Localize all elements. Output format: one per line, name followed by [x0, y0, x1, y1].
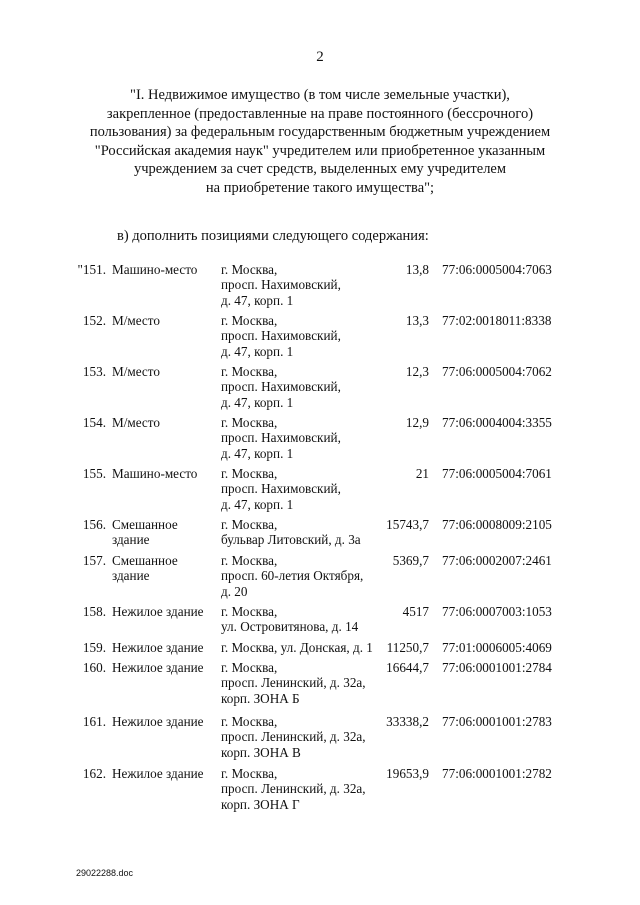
property-area: 4517: [402, 604, 429, 619]
address-line: г. Москва,: [221, 262, 278, 277]
property-address: [221, 660, 379, 706]
property-name-line: здание: [112, 532, 150, 548]
heading-line: "Российская академия наук" учредителем или приобретенное указанным: [94, 142, 546, 159]
property-name: [112, 364, 216, 379]
address-line: г. Москва,: [221, 415, 278, 430]
property-address: [221, 604, 379, 635]
row-number: 160.: [82, 660, 106, 675]
address-line: д. 47, корп. 1: [221, 445, 294, 461]
address-line: ул. Островитянова, д. 14: [221, 619, 359, 635]
document-filename: 29022288.doc: [76, 868, 134, 878]
property-name: [112, 553, 216, 584]
property-address: [221, 640, 379, 655]
property-name-line: Нежилое здание: [112, 714, 204, 729]
property-name: [112, 313, 216, 328]
address-line: г. Москва,: [221, 714, 278, 729]
property-name-line: М/место: [112, 415, 160, 430]
address-line: г. Москва,: [221, 660, 278, 675]
property-name-line: Нежилое здание: [112, 660, 204, 675]
property-name: [112, 262, 216, 277]
cadastral-number: 77:06:0001001:2784: [442, 660, 552, 675]
address-line: д. 47, корп. 1: [221, 496, 294, 512]
address-line: г. Москва,: [221, 766, 278, 781]
address-line: г. Москва,: [221, 313, 278, 328]
property-address: [221, 766, 379, 812]
page-number: 2: [316, 49, 324, 65]
property-name-line: Смешанное: [112, 517, 178, 532]
property-area: 16644,7: [386, 660, 429, 675]
address-line: г. Москва,: [221, 466, 278, 481]
row-number: 156.: [82, 517, 106, 532]
address-line: г. Москва,: [221, 553, 278, 568]
property-area: 12,3: [405, 364, 429, 379]
property-area: 5369,7: [392, 553, 429, 568]
address-line: корп. ЗОНА Б: [221, 690, 300, 706]
cadastral-number: 77:06:0008009:2105: [442, 517, 552, 532]
property-area: 15743,7: [386, 517, 429, 532]
property-name-line: здание: [112, 568, 150, 584]
property-address: [221, 466, 379, 512]
property-name-line: Нежилое здание: [112, 604, 204, 619]
address-line: просп. Нахимовский,: [221, 379, 341, 395]
heading-line: пользования) за федеральным государственным бюджетным учреждением: [89, 124, 551, 140]
address-line: просп. Нахимовский,: [221, 328, 341, 344]
section-heading: [70, 86, 570, 197]
cadastral-number: 77:06:0001001:2782: [442, 766, 552, 781]
cadastral-number: 77:06:0004004:3355: [442, 415, 552, 430]
property-address: [221, 313, 379, 359]
row-number: 158.: [82, 604, 106, 619]
property-address: [221, 517, 379, 548]
heading-line: закрепленное (предоставленные на праве постоянного (бессрочного): [106, 105, 534, 122]
row-number: 157.: [82, 553, 106, 568]
property-name: [112, 415, 216, 430]
address-line: д. 47, корп. 1: [221, 292, 294, 308]
row-number: 155.: [82, 466, 106, 481]
property-name-line: М/место: [112, 364, 160, 379]
address-line: д. 20: [221, 583, 248, 599]
address-line: г. Москва,: [221, 364, 278, 379]
property-address: [221, 714, 379, 760]
property-name: [112, 660, 216, 675]
address-line: просп. 60-летия Октября,: [221, 568, 364, 584]
property-name: [112, 640, 216, 655]
row-number: 162.: [82, 766, 106, 781]
property-area: 13,8: [405, 262, 429, 277]
property-name-line: Нежилое здание: [112, 640, 204, 655]
row-number: "151.: [77, 262, 106, 277]
cadastral-number: 77:02:0018011:8338: [442, 313, 552, 328]
property-name: [112, 466, 216, 481]
property-area: 21: [415, 466, 429, 481]
property-name-line: Нежилое здание: [112, 766, 204, 781]
property-address: [221, 415, 379, 461]
address-line: просп. Нахимовский,: [221, 481, 341, 497]
property-address: [221, 262, 379, 308]
address-line: д. 47, корп. 1: [221, 394, 294, 410]
cadastral-number: 77:06:0005004:7061: [442, 466, 552, 481]
property-name: [112, 766, 216, 781]
address-line: г. Москва,: [221, 604, 278, 619]
address-line: просп. Ленинский, д. 32а,: [221, 781, 366, 797]
property-area: 33338,2: [386, 714, 429, 729]
row-number: 161.: [82, 714, 106, 729]
property-area: 13,3: [405, 313, 429, 328]
heading-line: на приобретение такого имущества";: [205, 179, 435, 196]
row-number: 154.: [82, 415, 106, 430]
address-line: д. 47, корп. 1: [221, 343, 294, 359]
cadastral-number: 77:01:0006005:4069: [442, 640, 552, 655]
property-address: [221, 553, 379, 599]
heading-line: "I. Недвижимое имущество (в том числе земельные участки),: [130, 87, 510, 103]
cadastral-number: 77:06:0002007:2461: [442, 553, 552, 568]
address-line: бульвар Литовский, д. 3а: [221, 532, 361, 548]
address-line: просп. Нахимовский,: [221, 277, 341, 293]
address-line: г. Москва,: [221, 517, 278, 532]
row-number: 159.: [82, 640, 106, 655]
property-area: 11250,7: [386, 640, 429, 655]
property-area: 12,9: [405, 415, 429, 430]
heading-line: учреждением за счет средств, выделенных ему учредителем: [133, 161, 507, 177]
address-line: корп. ЗОНА В: [221, 744, 301, 760]
row-number: 153.: [82, 364, 106, 379]
address-line: корп. ЗОНА Г: [221, 796, 300, 812]
cadastral-number: 77:06:0001001:2783: [442, 714, 552, 729]
property-name-line: Смешанное: [112, 553, 178, 568]
address-line: г. Москва, ул. Донская, д. 1: [221, 640, 373, 655]
address-line: просп. Нахимовский,: [221, 430, 341, 446]
cadastral-number: 77:06:0007003:1053: [442, 604, 552, 619]
property-name-line: Машино-место: [112, 466, 198, 481]
property-name: [112, 714, 216, 729]
property-name: [112, 517, 216, 548]
property-area: 19653,9: [386, 766, 429, 781]
cadastral-number: 77:06:0005004:7062: [442, 364, 552, 379]
cadastral-number: 77:06:0005004:7063: [442, 262, 552, 277]
address-line: просп. Ленинский, д. 32а,: [221, 729, 366, 745]
intro-paragraph: в) дополнить позициями следующего содержания:: [117, 228, 429, 244]
property-address: [221, 364, 379, 410]
property-name-line: Машино-место: [112, 262, 198, 277]
address-line: просп. Ленинский, д. 32а,: [221, 675, 366, 691]
property-name-line: М/место: [112, 313, 160, 328]
row-number: 152.: [82, 313, 106, 328]
property-name: [112, 604, 216, 619]
